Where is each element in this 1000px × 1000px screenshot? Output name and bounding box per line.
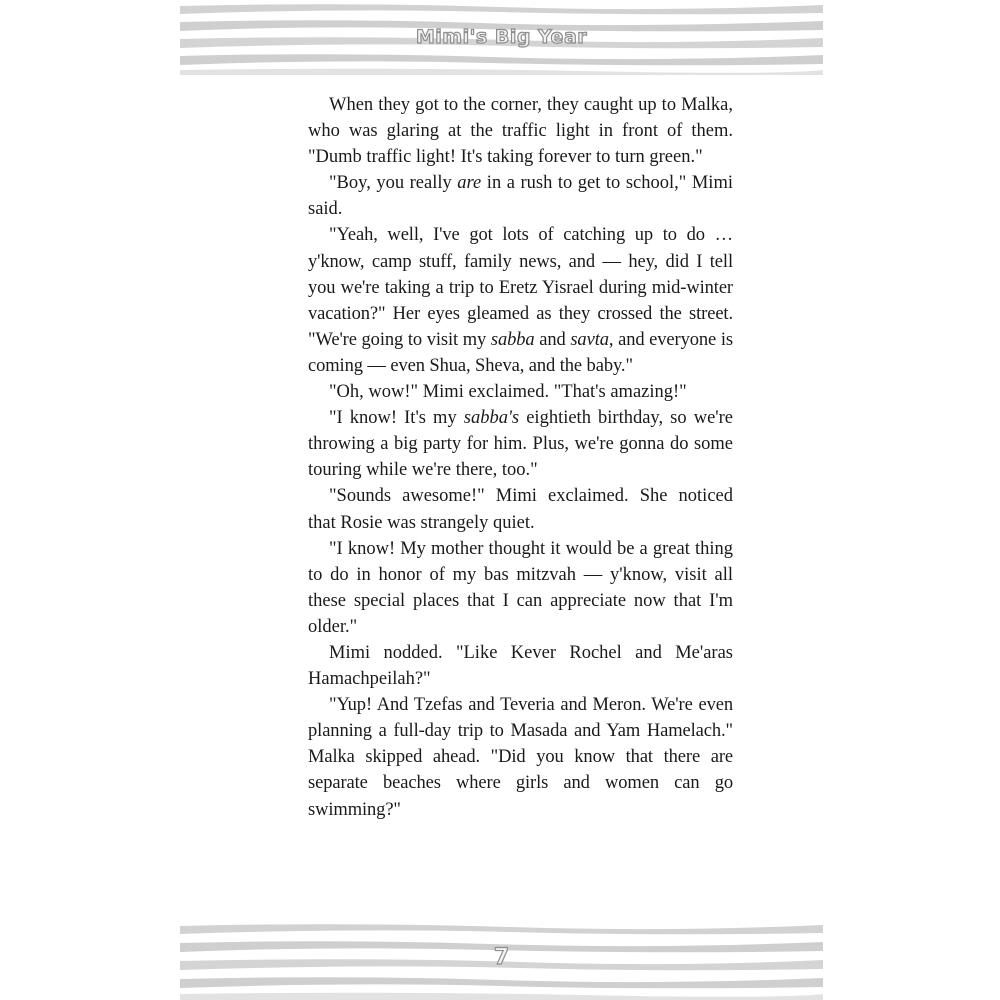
paragraph: "I know! It's my sabba's eightieth birthday, so we're throwing a big party for him. Plus, we're gonna do some touring while we're there, too." [308,408,733,481]
paragraph: "Yeah, well, I've got lots of catching up to do … y'know, camp stuff, family news, and — hey, did I tell you we're taking a trip to Eretz Yisrael during mid-winter vacation?" Her eyes gleamed as they crossed the street. "We're going to visit my sabba and savta, and everyone is coming — even Shua, Sheva, and the baby." [308,225,733,376]
paragraph: "Yup! And Tzefas and Teveria and Meron. We're even planning a full-day trip to Masada and Yam Hamelach." Malka skipped ahead. "Did you know that there are separate beaches where girls and women can go swimming?" [308,695,733,820]
running-head: Mimi's Big Year [415,26,588,48]
paragraph: "Boy, you really are in a rush to get to school," Mimi said. [308,173,733,220]
body-text [308,92,733,823]
book-page [180,0,823,1000]
paragraph: "I know! My mother thought it would be a great thing to do in honor of my bas mitzvah — y'know, visit all these special places that I can appreciate now that I'm older." [308,538,733,637]
paragraph: Mimi nodded. "Like Kever Rochel and Me'aras Hamachpeilah?" [308,642,733,690]
paragraph: When they got to the corner, they caught up to Malka, who was glaring at the traffic light in front of them. "Dumb traffic light! It's taking forever to turn green." [308,95,733,168]
paragraph: "Sounds awesome!" Mimi exclaimed. She noticed that Rosie was strangely quiet. [308,486,733,533]
paragraph: "Oh, wow!" Mimi exclaimed. "That's amazing!" [329,382,687,403]
page-number: 7 [493,945,510,970]
